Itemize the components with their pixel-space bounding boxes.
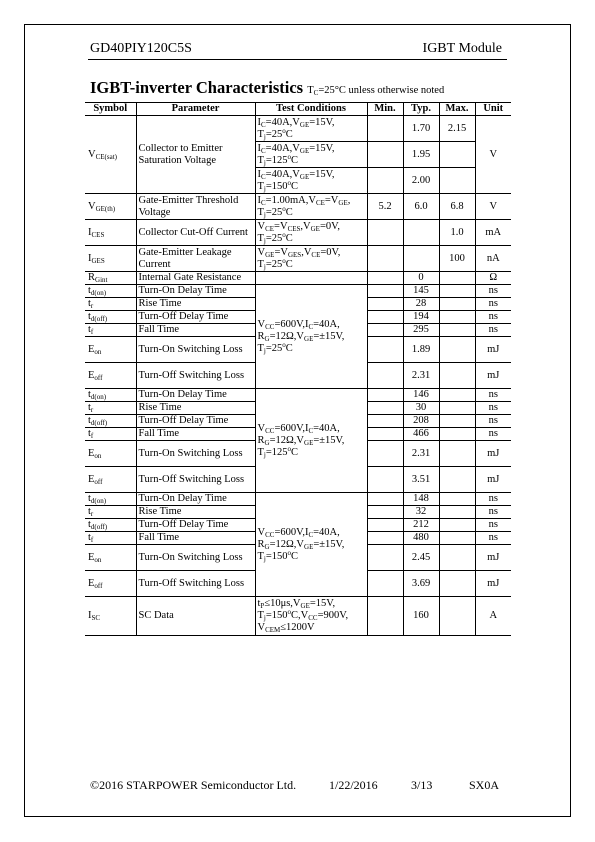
iges-unit: nA <box>475 246 511 272</box>
sw125-eoff: 3.51 <box>403 467 439 493</box>
vce-typ-125: 1.95 <box>403 142 439 168</box>
col-unit: Unit <box>475 103 511 116</box>
param-vge-th: Gate-Emitter Threshold Voltage <box>136 194 255 220</box>
table-row <box>85 272 511 285</box>
symbol-vge-th: $V_{GE(th)}$ <box>85 194 136 220</box>
sw150-td-on: 148 <box>403 493 439 506</box>
sc-typ: 160 <box>403 597 439 636</box>
footer-revision: SX0A <box>469 778 500 792</box>
cond-switching-125: $V_{CC}=600V,I_C=40A$, $R_G=12\Omega,V_{GE}=\pm 15V$, $T_j=125^oC$ <box>255 389 367 493</box>
rgint-typ: 0 <box>403 272 439 285</box>
table-row: $t_f$ Fall Time 466 ns <box>85 428 511 441</box>
sw150-eoff: 3.69 <box>403 571 439 597</box>
sw25-eon: 1.89 <box>403 337 439 363</box>
param-ices: Collector Cut-Off Current <box>136 220 255 246</box>
table-row: $t_{d(on)}$ Turn-On Delay Time $V_{CC}=600V,I_C=40A$, $R_G=12\Omega,V_{GE}=\pm 15V$, $T_j=125^oC$ 146 ns <box>85 389 511 402</box>
symbol-td-on: $t_{d(on)}$ <box>85 285 136 298</box>
sw25-eoff: 2.31 <box>403 363 439 389</box>
cond-vge-th: $I_C=1.00mA,V_{CE}=V_{GE}$, $T_j=25^oC$ <box>255 194 367 220</box>
vge-typ: 6.0 <box>403 194 439 220</box>
symbol-rgint: $R_{Gint}$ <box>85 272 136 285</box>
footer-page: 3/13 <box>411 778 433 792</box>
col-min: Min. <box>367 103 403 116</box>
cond-ices: $V_{CE}=V_{CES},V_{GE}=0V$, $T_j=25^oC$ <box>255 220 367 246</box>
table-row: $t_r$ Rise Time 30 ns <box>85 402 511 415</box>
table-row <box>85 246 511 272</box>
cond-vce-25: $I_C=40A,V_{GE}=15V$, $T_j=25^oC$ <box>255 116 367 142</box>
footer-date: 1/22/2016 <box>329 778 378 792</box>
vce-typ-150: 2.00 <box>403 168 439 194</box>
symbol-vce-sat: $V_{CE(sat)}$ <box>85 116 136 194</box>
sc-unit: A <box>475 597 511 636</box>
table-row: $E_{on}$ Turn-On Switching Loss 2.31 mJ <box>85 441 511 467</box>
param-iges: Gate-Emitter Leakage Current <box>136 246 255 272</box>
table-row <box>85 194 511 220</box>
table-row: $E_{off}$ Turn-Off Switching Loss 3.51 mJ <box>85 467 511 493</box>
characteristics-table <box>85 102 511 636</box>
sw25-tf: 295 <box>403 324 439 337</box>
cond-vce-150: $I_C=40A,V_{GE}=15V$, $T_j=150^oC$ <box>255 168 367 194</box>
sw150-eon: 2.45 <box>403 545 439 571</box>
table-row: $t_f$ Fall Time 480 ns <box>85 532 511 545</box>
sw25-td-off: 194 <box>403 311 439 324</box>
col-parameter: Parameter <box>136 103 255 116</box>
table-row: $E_{off}$ Turn-Off Switching Loss 3.69 mJ <box>85 571 511 597</box>
table-row <box>85 220 511 246</box>
vge-unit: V <box>475 194 511 220</box>
footer-copyright: ©2016 STARPOWER Semiconductor Ltd. <box>90 778 297 792</box>
table-row: $t_r$ Rise Time 28 ns <box>85 298 511 311</box>
symbol-isc: $I_{SC}$ <box>85 597 136 636</box>
vce-unit: V <box>475 116 511 194</box>
table-row: $t_{d(on)}$ Turn-On Delay Time $V_{CC}=600V,I_C=40A$, $R_G=12\Omega,V_{GE}=\pm 15V$, $T_j=25^oC$ 145 ns <box>85 285 511 298</box>
section-title-text: IGBT-inverter Characteristics <box>90 78 304 97</box>
vge-min: 5.2 <box>367 194 403 220</box>
table-row: $t_f$ Fall Time 295 ns <box>85 324 511 337</box>
sw125-tr: 30 <box>403 402 439 415</box>
iges-max: 100 <box>439 246 475 272</box>
sw150-tr: 32 <box>403 506 439 519</box>
sw25-tr: 28 <box>403 298 439 311</box>
ices-unit: mA <box>475 220 511 246</box>
vge-max: 6.8 <box>439 194 475 220</box>
col-typ: Typ. <box>403 103 439 116</box>
cond-iges: $V_{GE}=V_{GES},V_{CE}=0V$, $T_j=25^oC$ <box>255 246 367 272</box>
table-row: $t_{d(off)}$ Turn-Off Delay Time 212 ns <box>85 519 511 532</box>
table-row: $t_{d(off)}$ Turn-Off Delay Time 208 ns <box>85 415 511 428</box>
param-rgint: Internal Gate Resistance <box>136 272 255 285</box>
module-type: IGBT Module <box>422 41 502 56</box>
param-vce-sat: Collector to Emitter Saturation Voltage <box>136 116 255 194</box>
sw125-tf: 466 <box>403 428 439 441</box>
table-row: $t_{d(off)}$ Turn-Off Delay Time 194 ns <box>85 311 511 324</box>
vce-typ-25: 1.70 <box>403 116 439 142</box>
param-td-on: Turn-On Delay Time <box>136 285 255 298</box>
sw150-tf: 480 <box>403 532 439 545</box>
table-row <box>85 597 511 636</box>
col-max: Max. <box>439 103 475 116</box>
col-test-conditions: Test Conditions <box>255 103 367 116</box>
table-row: $E_{off}$ Turn-Off Switching Loss 2.31 mJ <box>85 363 511 389</box>
section-condition: $T_C=25^\circ C$ unless otherwise noted <box>307 85 445 97</box>
sw25-td-on: 145 <box>403 285 439 298</box>
header-divider <box>88 59 507 60</box>
table-header-row <box>85 103 511 116</box>
param-sc: SC Data <box>136 597 255 636</box>
cond-switching-150: $V_{CC}=600V,I_C=40A$, $R_G=12\Omega,V_{GE}=\pm 15V$, $T_j=150^oC$ <box>255 493 367 597</box>
table-row: $E_{on}$ Turn-On Switching Loss 2.45 mJ <box>85 545 511 571</box>
sw125-td-off: 208 <box>403 415 439 428</box>
sw150-td-off: 212 <box>403 519 439 532</box>
table-row: $t_{d(on)}$ Turn-On Delay Time $V_{CC}=600V,I_C=40A$, $R_G=12\Omega,V_{GE}=\pm 15V$, $T_j=150^oC$ 148 ns <box>85 493 511 506</box>
col-symbol: Symbol <box>85 103 136 116</box>
table-row: $t_r$ Rise Time 32 ns <box>85 506 511 519</box>
sw125-eon: 2.31 <box>403 441 439 467</box>
sw125-td-on: 146 <box>403 389 439 402</box>
cond-vce-125: $I_C=40A,V_{GE}=15V$, $T_j=125^oC$ <box>255 142 367 168</box>
cond-sc: $t_P\le 10\mu s,V_{GE}=15V$, $T_j=150^oC,V_{CC}=900V$, $V_{CEM}\le 1200V$ <box>255 597 367 636</box>
table-row <box>85 116 511 142</box>
vce-max-25: 2.15 <box>439 116 475 142</box>
symbol-ices: $I_{CES}$ <box>85 220 136 246</box>
cond-switching-25: $V_{CC}=600V,I_C=40A$, $R_G=12\Omega,V_{GE}=\pm 15V$, $T_j=25^oC$ <box>255 285 367 389</box>
table-row: $E_{on}$ Turn-On Switching Loss 1.89 mJ <box>85 337 511 363</box>
rgint-unit: Ω <box>475 272 511 285</box>
ices-max: 1.0 <box>439 220 475 246</box>
symbol-iges: $I_{GES}$ <box>85 246 136 272</box>
section-title <box>90 78 444 98</box>
part-number: GD40PIY120C5S <box>90 41 192 56</box>
